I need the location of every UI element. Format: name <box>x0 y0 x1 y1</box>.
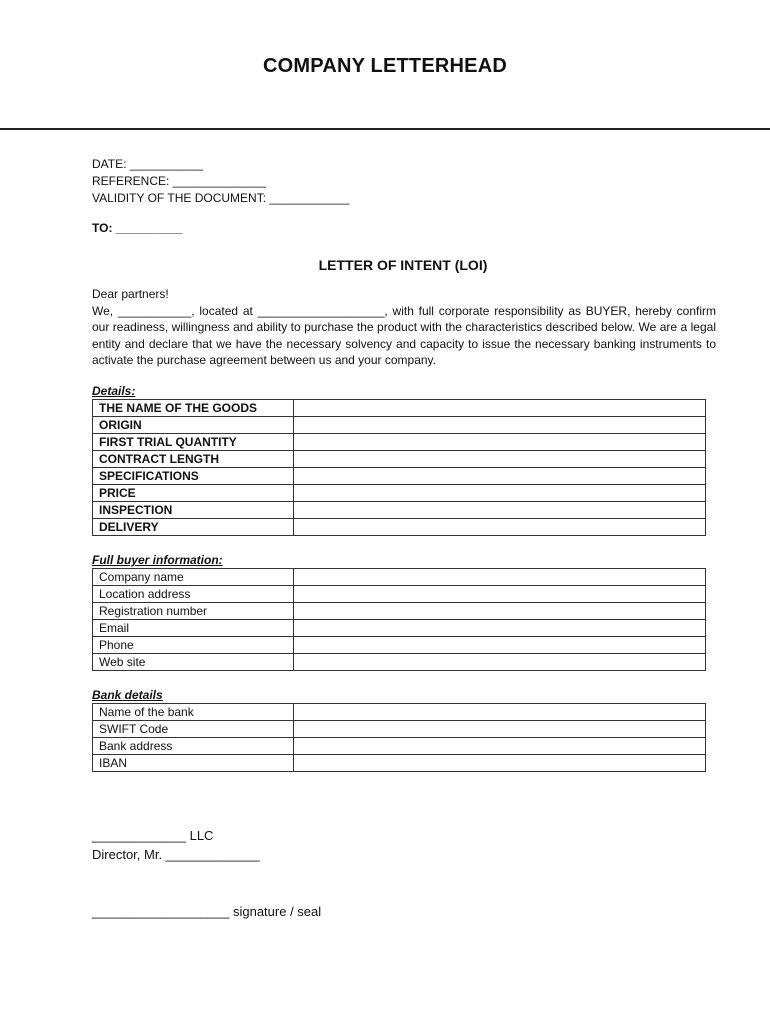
letterhead-title: COMPANY LETTERHEAD <box>263 55 507 77</box>
row-value-cell[interactable] <box>294 637 706 654</box>
row-value-cell[interactable] <box>294 654 706 671</box>
row-label: ORIGIN <box>93 417 294 434</box>
row-label: DELIVERY <box>93 519 294 536</box>
greeting: Dear partners! <box>92 287 169 301</box>
table-row <box>93 654 706 671</box>
table-row <box>93 519 706 536</box>
row-label: SWIFT Code <box>93 721 294 738</box>
table-row <box>93 738 706 755</box>
row-value-cell[interactable] <box>294 721 706 738</box>
bank-table <box>92 703 706 772</box>
date-field: DATE: ___________ <box>92 157 204 171</box>
row-label: Name of the bank <box>93 704 294 721</box>
row-label: INSPECTION <box>93 502 294 519</box>
row-label: PRICE <box>93 485 294 502</box>
row-value-cell[interactable] <box>294 468 706 485</box>
bank-section-title: Bank details <box>92 688 163 702</box>
header-divider <box>0 128 770 130</box>
table-row <box>93 434 706 451</box>
table-row <box>93 603 706 620</box>
row-label: SPECIFICATIONS <box>93 468 294 485</box>
row-label: CONTRACT LENGTH <box>93 451 294 468</box>
details-section-title: Details: <box>92 384 136 398</box>
row-value-cell[interactable] <box>294 620 706 637</box>
document-meta <box>92 156 349 207</box>
table-row <box>93 586 706 603</box>
llc-line: _____________ LLC <box>92 828 214 843</box>
table-row <box>93 755 706 772</box>
row-value-cell[interactable] <box>294 451 706 468</box>
table-row <box>93 451 706 468</box>
row-value-cell[interactable] <box>294 400 706 417</box>
table-row <box>93 502 706 519</box>
body-paragraph: We, ___________, located at ___________________, with full corporate responsibility as BUYER, hereby confirm our readiness, willingness and ability to purchase the product with the characteristics described below. We are a legal entity and declare that we have the necessary solvency and capacity to issue the necessary banking instruments to activate the purchase agreement between us and your company. <box>92 303 716 368</box>
table-row <box>93 485 706 502</box>
seal-line: ___________________ signature / seal <box>92 904 322 919</box>
letter-body <box>92 286 716 369</box>
table-row <box>93 468 706 485</box>
table-row <box>93 721 706 738</box>
row-label: Registration number <box>93 603 294 620</box>
to-field: TO: __________ <box>92 221 183 235</box>
validity-field: VALIDITY OF THE DOCUMENT: ____________ <box>92 191 350 205</box>
row-value-cell[interactable] <box>294 755 706 772</box>
row-value-cell[interactable] <box>294 738 706 755</box>
company-signature-block <box>92 826 260 864</box>
row-label: Bank address <box>93 738 294 755</box>
row-value-cell[interactable] <box>294 434 706 451</box>
row-value-cell[interactable] <box>294 485 706 502</box>
buyer-section-title: Full buyer information: <box>92 553 223 567</box>
row-value-cell[interactable] <box>294 502 706 519</box>
row-label: IBAN <box>93 755 294 772</box>
table-row <box>93 569 706 586</box>
loi-title: LETTER OF INTENT (LOI) <box>318 257 488 273</box>
row-value-cell[interactable] <box>294 519 706 536</box>
row-label: THE NAME OF THE GOODS <box>93 400 294 417</box>
row-label: FIRST TRIAL QUANTITY <box>93 434 294 451</box>
table-row <box>93 417 706 434</box>
row-label: Phone <box>93 637 294 654</box>
row-value-cell[interactable] <box>294 704 706 721</box>
row-value-cell[interactable] <box>294 569 706 586</box>
row-value-cell[interactable] <box>294 586 706 603</box>
row-label: Web site <box>93 654 294 671</box>
table-row <box>93 704 706 721</box>
details-table <box>92 399 706 536</box>
row-label: Company name <box>93 569 294 586</box>
row-label: Email <box>93 620 294 637</box>
table-row <box>93 620 706 637</box>
buyer-table <box>92 568 706 671</box>
row-value-cell[interactable] <box>294 603 706 620</box>
reference-field: REFERENCE: ______________ <box>92 174 267 188</box>
row-label: Location address <box>93 586 294 603</box>
row-value-cell[interactable] <box>294 417 706 434</box>
director-line: Director, Mr. _____________ <box>92 847 260 862</box>
table-row <box>93 400 706 417</box>
table-row <box>93 637 706 654</box>
